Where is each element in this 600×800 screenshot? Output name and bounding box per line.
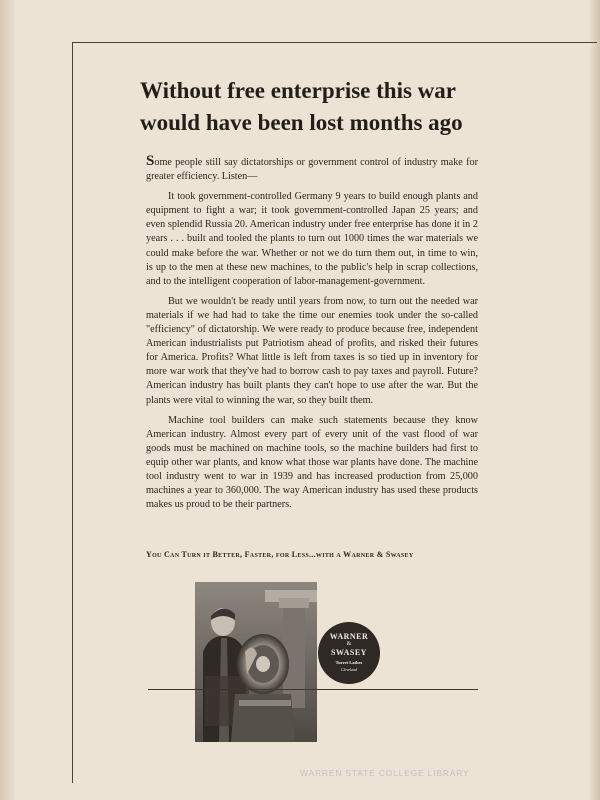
logo-line-ampersand: & [346, 641, 352, 647]
drop-cap: S [146, 153, 155, 169]
horizontal-rule [148, 689, 478, 690]
headline-line-1: Without free enterprise this war [140, 78, 456, 103]
ad-body-copy [146, 154, 478, 518]
paragraph-3: Machine tool builders can make such statements because they know American industry. Almost every part of every unit of the vast flood of war goods must be machined on machine tools, so the machine builders had first to equip other war plants, and know what those war plants have done. The machine tool industry went to war in 1939 and has increased production from 25,000 machines a year to 360,000. The way American industry has used these products makes us proud to be their partners. [146, 414, 478, 511]
paragraph-1: It took government-controlled Germany 9 years to build enough plants and equipment to fight a war; it took government-controlled Japan 25 years; and even splendid Russia 20. American industry under free enterprise has done it in 2 years . . . built and tooled the plants to turn out 1000 times the war materials we could make before the war. Whether or not we do turn them out, in time to win, is up to the men at these new machines, to the public's help in scrap collections, and to the intelligent cooperation of labor-management-government. [146, 191, 478, 287]
library-stamp: WARREN STATE COLLEGE LIBRARY [300, 768, 470, 778]
logo-line-swasey: SWASEY [331, 648, 367, 657]
headline-line-2: would have been lost months ago [140, 110, 463, 135]
machinist-at-turret-lathe-photo-icon [195, 582, 317, 742]
warner-swasey-logo [318, 622, 380, 684]
logo-line-product: Turret Lathes [335, 660, 363, 665]
lead-paragraph [146, 154, 478, 184]
headline [140, 75, 560, 139]
slogan: You Can Turn it Better, Faster, for Less...with a Warner & Swasey [146, 550, 414, 559]
logo-line-city: Cleveland [340, 667, 358, 672]
page-edge-left [0, 0, 14, 800]
paragraph-2: But we wouldn't be ready until years from now, to turn out the needed war materials if we had had to take the time our enemies took under the so-called "efficiency" of dictatorship. We were ready to produce because free, independent American industrialists put Patriotism ahead of profits, and risked their futures for America. Profits? What little is left from taxes is so tied up in inventory for more war work that they've had to borrow cash to pay taxes and payroll. Future? American industry has built plants they can't hope to use after the war. But the plants were vital to winning the war, so they built them. [146, 295, 478, 406]
lead-text: ome people still say dictatorships or government control of industry make for greater efficiency. Listen— [146, 157, 478, 183]
machinist-photo [195, 582, 317, 742]
logo-line-warner: WARNER [329, 632, 369, 641]
